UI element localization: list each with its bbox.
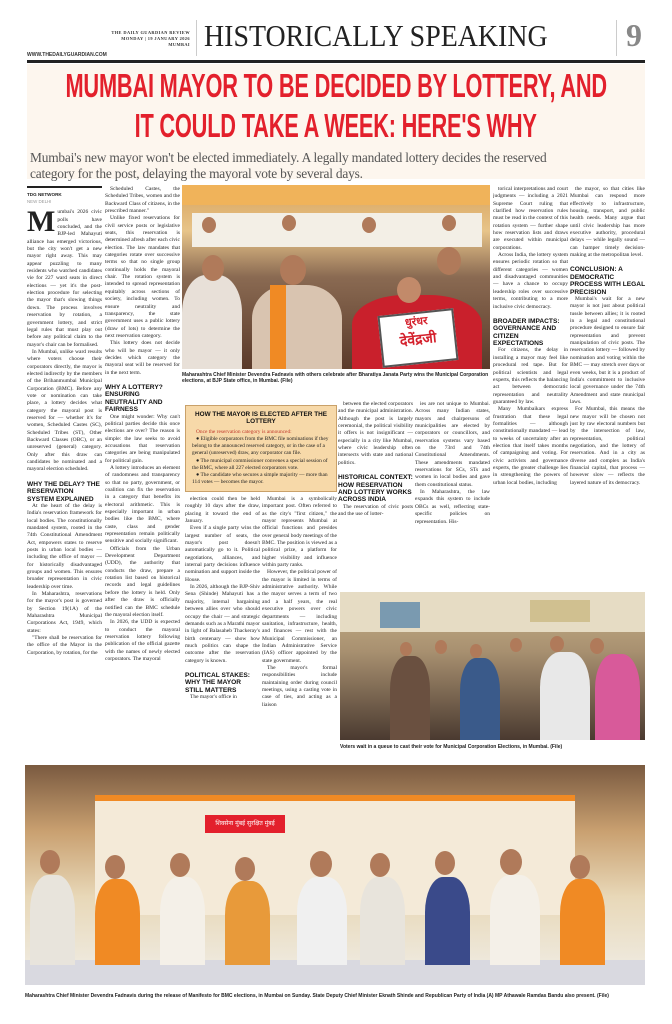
- paragraph: Across India, the lottery system ensures periodic rotation so that different categories — women and disadvantaged communities — have a chance to occupy leadership roles over successive terms, contributing to a more inclusive civic democracy.: [493, 252, 568, 310]
- paragraph: For citizens, the delay in installing a mayor may feel like procedural red tape. But for political scientists and legal experts, this reflects the balancing act between democratic representation and neutrality guaranteed by law.: [493, 347, 568, 405]
- drop-cap: M: [27, 205, 56, 239]
- paragraph: The mayor's formal responsibilities include maintaining order during council meetings, using a casting vote in case of ties, and acting as a liaison: [262, 664, 337, 708]
- section-title: HISTORICALLY SPEAKING: [204, 18, 548, 53]
- byline-agency: TDG NETWORK: [27, 186, 102, 198]
- page-number: 9: [626, 17, 642, 53]
- photo-caption-middle: Voters wait in a queue to cast their vote for Municipal Corporation Elections, in Mumbai. (File): [340, 744, 563, 750]
- paragraph: At the heart of the delay is India's reservation framework for local bodies. The constitutionally mandated system, rooted in the 74th Constitutional Amendment Act, empowers states to reserve posts in urban local bodies — including the office of mayor — for historically disadvantaged groups and women. This ensures broader representation in civic leadership over time.: [27, 502, 102, 590]
- issue-date: MONDAY | 19 JANUARY 2026: [121, 36, 190, 41]
- info-box-bullet: ● The municipal commissioner convenes a special session of the BMC, where all 227 elected corporators vote.: [192, 457, 328, 471]
- site-url[interactable]: WWW.THEDAILYGUARDIAN.COM: [27, 52, 107, 58]
- subheading: CONCLUSION: A DEMOCRATIC PROCESS WITH LEGAL PRECISION: [570, 266, 645, 296]
- photo-voters-queue: [340, 592, 645, 740]
- photo-manifesto-release: [25, 765, 645, 985]
- divider: [616, 20, 617, 56]
- photo-caption-top: Maharashtra Chief Minister Devendra Fadnavis with others celebrate after Bharatiya Janata Party wins the Municipal Corporation elections, at BJP State office, in Mumbai. (File): [182, 372, 489, 385]
- paragraph: In Maharashtra, the law expands this system to include OBCs as well, reflecting state-specific policies on representation. His-: [415, 489, 490, 525]
- edition-city: MUMBAI: [168, 42, 190, 47]
- headline-line-1: [27, 68, 645, 104]
- paragraph: umbai's 2026 civic polls have concluded, and the BJP-led Mahayuti alliance has emerged victorious, but the city won't get a new mayor right away. This may appear puzzling to many residents who watched candidates vie for 227 ward seats in direct elections — yet it's the post-election procedure for selecting the mayor that's slowing things down. The process involves reservation by rotation, a government lottery, and strict legal rules that must play out before any political claim to the mayor's chair can be formalised.: [27, 209, 102, 348]
- placard-line-1: धुरंधर: [404, 313, 429, 330]
- article-column-5: [338, 401, 413, 589]
- article-column-3: [185, 496, 260, 760]
- info-box-intro: Once the reservation category is announced:: [196, 428, 292, 435]
- paragraph: In Mumbai, unlike ward results where voters choose their corporators directly, the mayor is elected indirectly by the members of the Brihanmumbai Municipal Corporation (BMC). Before any vote or nomination can take place, a lottery decides what category the mayoral post is reserved for — whether it's for women, Scheduled Castes (SC), Scheduled Tribes (ST), Other Backward Classes (OBC), or an unreserved (general) category. Only after this draw can candidates be nominated and a mayoral election scheduled.: [27, 348, 102, 473]
- info-box-bullet: ● The candidate who secures a simple majority — more than 114 votes — becomes the mayor.: [192, 472, 328, 486]
- paragraph: Mumbai is a symbolically important post. Often referred to as the city's "first citizen," the mayor represents Mumbai at official functions and presides over general body meetings of the BMC. The position is viewed as a political prize, a platform for higher visibility and influence within party ranks.: [262, 496, 337, 569]
- article-column-2: [105, 186, 180, 758]
- paragraph: This lottery does not decide who will be mayor — it only decides which category the mayoral seat will be reserved for in the next term.: [105, 340, 180, 376]
- paragraph: election could then be held roughly 10 days after the draw, placing it toward the end of January.: [185, 496, 260, 525]
- headline-line-2: [27, 108, 645, 144]
- paragraph: "There shall be reservation for the office of the Mayor in the Corporation, by rotation, for the: [27, 635, 102, 656]
- subheading: HISTORICAL CONTEXT: HOW RESERVATION AND LOTTERY WORKS ACROSS INDIA: [338, 474, 413, 504]
- paragraph: Even if a single party wins the largest number of seats, the mayor's post doesn't automatically go to it. Political negotiations, alliances, and internal party decisions influence nomination and support inside the House.: [185, 525, 260, 583]
- placard: [377, 308, 458, 368]
- article-column-6: [415, 401, 490, 589]
- subheading: POLITICAL STAKES: WHY THE MAYOR STILL MATTERS: [185, 671, 250, 694]
- paragraph: the mayor, so that cities like Mumbai can respond more effectively to infrastructure, housing, transport, and public health needs. Many argue that until civic leadership has more executive authority, procedural delays — while legally sound — can hamper timely decision-making at the metropolitan level.: [570, 186, 645, 259]
- header-rule: [27, 60, 645, 63]
- paragraph: A lottery introduces an element of randomness and transparency so that no party, government, or coalition can fix the reservation in a category that benefits its electoral arithmetic. This is especially important in urban bodies like the BMC, where caste, class and gender representation remain politically sensitive and socially significant.: [105, 464, 180, 545]
- photo-victory-celebration: [182, 185, 490, 369]
- paragraph: The mayor's office in: [190, 694, 237, 701]
- article-column-7: [493, 186, 568, 590]
- paragraph: Many Mumbaikars express frustration that these legal formalities — although constitutionally mandated — lead to weeks of uncertainty after an election that itself takes months of campaigning and voting. For civic activists and governance experts, the greater challenge lies in strengthening the powers of urban local bodies, including: [493, 406, 568, 486]
- subheading: WHY THE DELAY? THE RESERVATION SYSTEM EXPLAINED: [27, 480, 100, 503]
- subheading: BROADER IMPACTS: GOVERNANCE AND CITIZEN EXPECTATIONS: [493, 317, 560, 348]
- info-box-title: HOW THE MAYOR IS ELECTED AFTER THE LOTTERY: [195, 411, 327, 426]
- paragraph: ies are not unique to Mumbai. Across many Indian states, mayors and chairpersons of municipalities are elected by corporators or councillors, and reservation systems vary based on the 73rd and 74th Constitutional Amendments. These amendments mandated reservations for SCs, STs and women in local bodies and gave them constitutional status.: [415, 401, 490, 488]
- divider: [196, 20, 197, 56]
- paragraph: torical interpretations and court judgments — including a 2021 Supreme Court ruling that clarified how reservation rules must be read in the context of this rotation system — further shape how reservation lists and draws are executed within municipal corporations.: [493, 186, 568, 251]
- paper-name: THE DAILY GUARDIAN REVIEW: [111, 30, 190, 35]
- paragraph: One might wonder: Why can't political parties decide this once elections are over? The reason is simple: the law seeks to avoid accusations that reservation categories are being manipulated for political gain.: [105, 413, 180, 464]
- stage-banner: शिवसेना मुंबई सुरक्षित मुंबई: [205, 815, 285, 833]
- poster-strip: [192, 213, 482, 247]
- paragraph: In 2026, although the BJP-Shiv Sena (Shinde) Mahayuti has a majority, internal bargaining between allies over who should occupy the chair — and strategic demands such as a Marathi mayor in light of Balasaheb Thackeray's birth centenary — show how much politics can shape the outcome after the reservation category is known.: [185, 584, 260, 664]
- paragraph: However, the political power of the mayor is limited in terms of administrative authority. While the mayor serves a term of two and a half years, the real executive powers over civic departments — including sanitation, infrastructure, health, and finances — rest with the Municipal Commissioner, an Indian Administrative Service (IAS) officer appointed by the state government.: [262, 569, 337, 664]
- placard-line-2: देवेंद्रजी: [399, 330, 438, 350]
- standfirst: Mumbai's new mayor won't be elected immediately. A legally mandated lottery decides the reserved category for the post, delaying the mayoral vote by several days.: [30, 150, 547, 181]
- paragraph: The reservation of civic posts and the use of lotter-: [338, 503, 413, 518]
- paragraph: Mumbai's wait for a new mayor is not just about political tussle between allies; it is rooted in a legal and constitutional procedure designed to ensure fair representation and prevent manipulation of civic posts. The reservation lottery — followed by nomination and voting within the BMC — may stretch over days or even weeks, but it is a product of India's commitment to inclusive local governance under the 74th Amendment and state municipal laws.: [570, 296, 645, 405]
- paragraph: In 2026, the UDD is expected to conduct the mayoral reservation lottery following publication of the official gazette with the names of newly elected corporators. The mayoral: [105, 619, 180, 662]
- headline-text: IT COULD TAKE A WEEK: HERE'S WHY: [134, 107, 538, 144]
- article-column-4: [262, 496, 337, 760]
- paragraph: Scheduled Castes, the Scheduled Tribes, women and the Backward Class of citizens, in the prescribed manner.": [105, 186, 180, 215]
- photo-banner: [182, 185, 490, 205]
- subheading: WHY A LOTTERY? ENSURING NEUTRALITY AND FAIRNESS: [105, 383, 163, 414]
- masthead-info: [78, 30, 190, 48]
- article-column-1: [27, 186, 102, 758]
- paragraph: In Maharashtra, reservations for the mayor's post is governed by Section 19(1A) of the Maharashtra Municipal Corporations Act, 1949, which states:: [27, 591, 102, 634]
- paragraph: Officials from the Urban Development Department (UDD), the authority that conducts the draw, prepare a rotation list based on historical records and legal guidelines before the lottery is held. Only after the draw is officially notified can the BMC schedule the mayoral election itself.: [105, 545, 180, 618]
- photo-caption-bottom: Maharashtra Chief Minister Devendra Fadnavis during the release of Manifesto for BMC elections, in Mumbai on Sunday. State Deputy Chief Minister Eknath Shinde and Republican Party of India (A) MP Athawale Ramdas Bandu also present. (File): [25, 993, 609, 999]
- paragraph: between the elected corporators and the municipal administration. Although the post is largely ceremonial, the political visibility it offers is not insignificant — especially in a city like Mumbai, where civic leadership often intersects with state and national politics.: [338, 401, 413, 466]
- paragraph: For Mumbai, this means the new mayor will be chosen not just by raw electoral numbers but by the intersection of law, representation, political negotiation, and the lottery of reservation. And in a city as diverse and complex as India's financial capital, that process — however slow — reflects the layered nature of its democracy.: [570, 406, 645, 486]
- paragraph: Unlike fixed reservations for civil service posts or legislative seats, this reservation is determined afresh after each civic election. The law mandates that categories rotate over successive terms so that no single group continually holds the mayoral chair. The rotation system is intended to spread representation equitably across sections of society, including women. To ensure neutrality and transparency, the state government uses a public lottery (draw of lots) to determine the next reservation category.: [105, 215, 180, 339]
- info-box-mayor-election: [185, 405, 337, 492]
- info-box-bullet: ● Eligible corporators from the BMC file nominations if they belong to the announced reserved category, or in the case of a general (unreserved) draw, any corporator can file.: [192, 436, 329, 457]
- headline-text: MUMBAI MAYOR TO BE DECIDED BY LOTTERY, AND: [65, 67, 607, 104]
- byline-place: NEW DELHI: [27, 199, 52, 204]
- article-column-8: [570, 186, 645, 590]
